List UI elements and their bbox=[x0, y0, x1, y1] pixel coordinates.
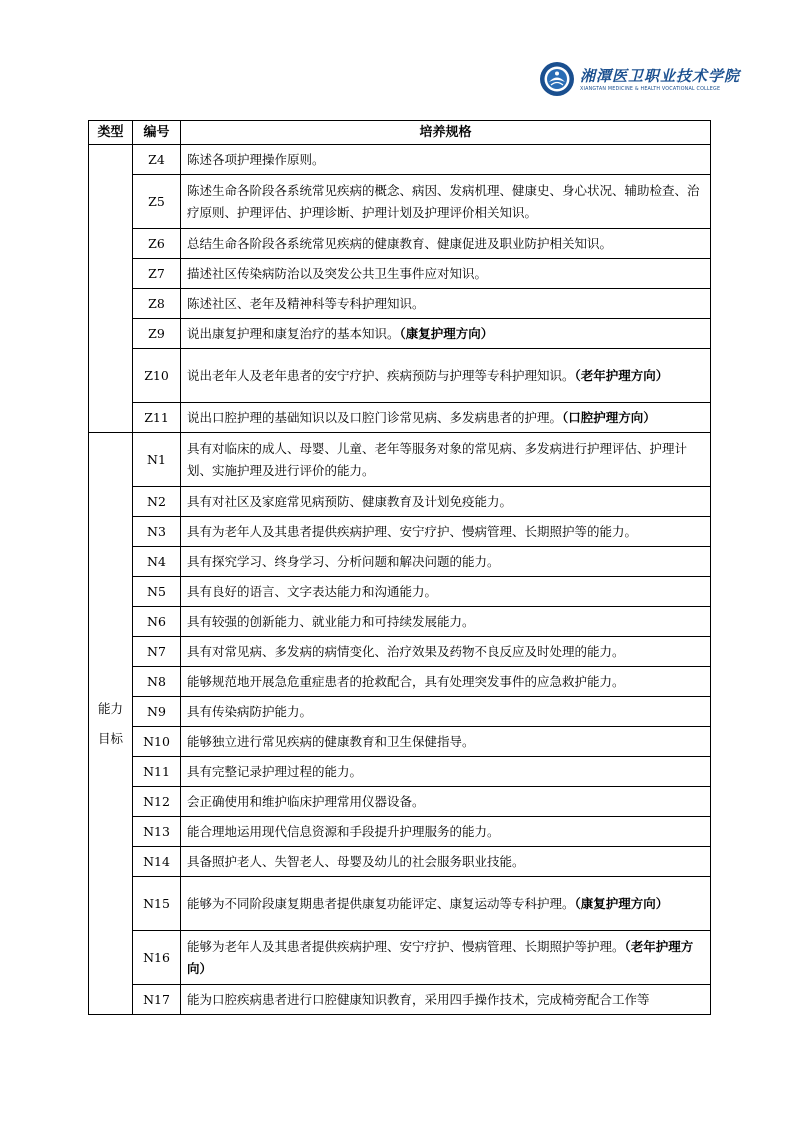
code-cell: N11 bbox=[133, 757, 181, 787]
code-cell: N9 bbox=[133, 697, 181, 727]
table-row bbox=[89, 229, 711, 259]
table-row bbox=[89, 289, 711, 319]
table-row bbox=[89, 319, 711, 349]
table-row bbox=[89, 607, 711, 637]
table-row bbox=[89, 259, 711, 289]
code-cell: N4 bbox=[133, 547, 181, 577]
code-cell: Z4 bbox=[133, 145, 181, 175]
type-label-ability: 能力 目标 bbox=[97, 700, 123, 746]
school-name-english: XIANGTAN MEDICINE & HEALTH VOCATIONAL COLLEGE bbox=[580, 87, 721, 92]
spec-cell: 陈述社区、老年及精神科等专科护理知识。 bbox=[181, 289, 711, 319]
code-cell: N1 bbox=[133, 433, 181, 487]
code-cell: N13 bbox=[133, 817, 181, 847]
table-row bbox=[89, 145, 711, 175]
school-logo bbox=[537, 57, 741, 103]
type-cell-knowledge bbox=[89, 145, 133, 433]
spec-cell: 具有传染病防护能力。 bbox=[181, 697, 711, 727]
code-cell: Z9 bbox=[133, 319, 181, 349]
spec-cell: 会正确使用和维护临床护理常用仪器设备。 bbox=[181, 787, 711, 817]
table-row bbox=[89, 433, 711, 487]
type-cell-ability bbox=[89, 433, 133, 1015]
table-header-row bbox=[89, 121, 711, 145]
spec-cell: 具有为老年人及其患者提供疾病护理、安宁疗护、慢病管理、长期照护等的能力。 bbox=[181, 517, 711, 547]
table-row bbox=[89, 547, 711, 577]
code-cell: N15 bbox=[133, 877, 181, 931]
spec-cell: 具备照护老人、失智老人、母婴及幼儿的社会服务职业技能。 bbox=[181, 847, 711, 877]
table-row bbox=[89, 667, 711, 697]
spec-cell: 具有较强的创新能力、就业能力和可持续发展能力。 bbox=[181, 607, 711, 637]
table-row bbox=[89, 787, 711, 817]
spec-cell: 能够为不同阶段康复期患者提供康复功能评定、康复运动等专科护理。（康复护理方向） bbox=[181, 877, 711, 931]
table-row bbox=[89, 931, 711, 985]
table-row bbox=[89, 727, 711, 757]
spec-cell: 具有良好的语言、文字表达能力和沟通能力。 bbox=[181, 577, 711, 607]
spec-cell: 具有对临床的成人、母婴、儿童、老年等服务对象的常见病、多发病进行护理评估、护理计划、实施护理及进行评价的能力。 bbox=[181, 433, 711, 487]
spec-cell: 能够为老年人及其患者提供疾病护理、安宁疗护、慢病管理、长期照护等护理。（老年护理方向） bbox=[181, 931, 711, 985]
code-cell: N12 bbox=[133, 787, 181, 817]
code-cell: Z10 bbox=[133, 349, 181, 403]
spec-cell: 能够独立进行常见疾病的健康教育和卫生保健指导。 bbox=[181, 727, 711, 757]
spec-cell: 能合理地运用现代信息资源和手段提升护理服务的能力。 bbox=[181, 817, 711, 847]
spec-cell: 说出康复护理和康复治疗的基本知识。（康复护理方向） bbox=[181, 319, 711, 349]
spec-cell: 具有探究学习、终身学习、分析问题和解决问题的能力。 bbox=[181, 547, 711, 577]
spec-cell: 具有对常见病、多发病的病情变化、治疗效果及药物不良反应及时处理的能力。 bbox=[181, 637, 711, 667]
code-cell: Z7 bbox=[133, 259, 181, 289]
code-cell: N10 bbox=[133, 727, 181, 757]
spec-cell: 总结生命各阶段各系统常见疾病的健康教育、健康促进及职业防护相关知识。 bbox=[181, 229, 711, 259]
spec-cell: 能够规范地开展急危重症患者的抢救配合，具有处理突发事件的应急救护能力。 bbox=[181, 667, 711, 697]
header-type: 类型 bbox=[89, 121, 133, 145]
header-code: 编号 bbox=[133, 121, 181, 145]
table-row bbox=[89, 757, 711, 787]
code-cell: N16 bbox=[133, 931, 181, 985]
school-emblem-icon bbox=[539, 61, 575, 97]
table-row bbox=[89, 175, 711, 229]
table-row bbox=[89, 847, 711, 877]
spec-cell: 具有对社区及家庭常见病预防、健康教育及计划免疫能力。 bbox=[181, 487, 711, 517]
code-cell: N17 bbox=[133, 985, 181, 1015]
code-cell: N14 bbox=[133, 847, 181, 877]
school-name: 湘潭医卫职业技术学院 bbox=[580, 67, 741, 85]
table-row bbox=[89, 517, 711, 547]
spec-cell: 说出口腔护理的基础知识以及口腔门诊常见病、多发病患者的护理。（口腔护理方向） bbox=[181, 403, 711, 433]
code-cell: Z11 bbox=[133, 403, 181, 433]
code-cell: N8 bbox=[133, 667, 181, 697]
table-row bbox=[89, 877, 711, 931]
spec-cell: 具有完整记录护理过程的能力。 bbox=[181, 757, 711, 787]
code-cell: N7 bbox=[133, 637, 181, 667]
table-row bbox=[89, 697, 711, 727]
table-row bbox=[89, 487, 711, 517]
training-spec-table bbox=[88, 120, 711, 1015]
code-cell: Z8 bbox=[133, 289, 181, 319]
table-row bbox=[89, 403, 711, 433]
code-cell: N2 bbox=[133, 487, 181, 517]
spec-cell: 描述社区传染病防治以及突发公共卫生事件应对知识。 bbox=[181, 259, 711, 289]
code-cell: N5 bbox=[133, 577, 181, 607]
spec-cell: 能为口腔疾病患者进行口腔健康知识教育，采用四手操作技术，完成椅旁配合工作等 bbox=[181, 985, 711, 1015]
table-row bbox=[89, 637, 711, 667]
code-cell: Z6 bbox=[133, 229, 181, 259]
header-spec: 培养规格 bbox=[181, 121, 711, 145]
spec-cell: 说出老年人及老年患者的安宁疗护、疾病预防与护理等专科护理知识。（老年护理方向） bbox=[181, 349, 711, 403]
code-cell: Z5 bbox=[133, 175, 181, 229]
table-row bbox=[89, 577, 711, 607]
table-row bbox=[89, 349, 711, 403]
table-row bbox=[89, 817, 711, 847]
table-row bbox=[89, 985, 711, 1015]
code-cell: N6 bbox=[133, 607, 181, 637]
code-cell: N3 bbox=[133, 517, 181, 547]
spec-cell: 陈述各项护理操作原则。 bbox=[181, 145, 711, 175]
spec-cell: 陈述生命各阶段各系统常见疾病的概念、病因、发病机理、健康史、身心状况、辅助检查、治疗原则、护理评估、护理诊断、护理计划及护理评价相关知识。 bbox=[181, 175, 711, 229]
